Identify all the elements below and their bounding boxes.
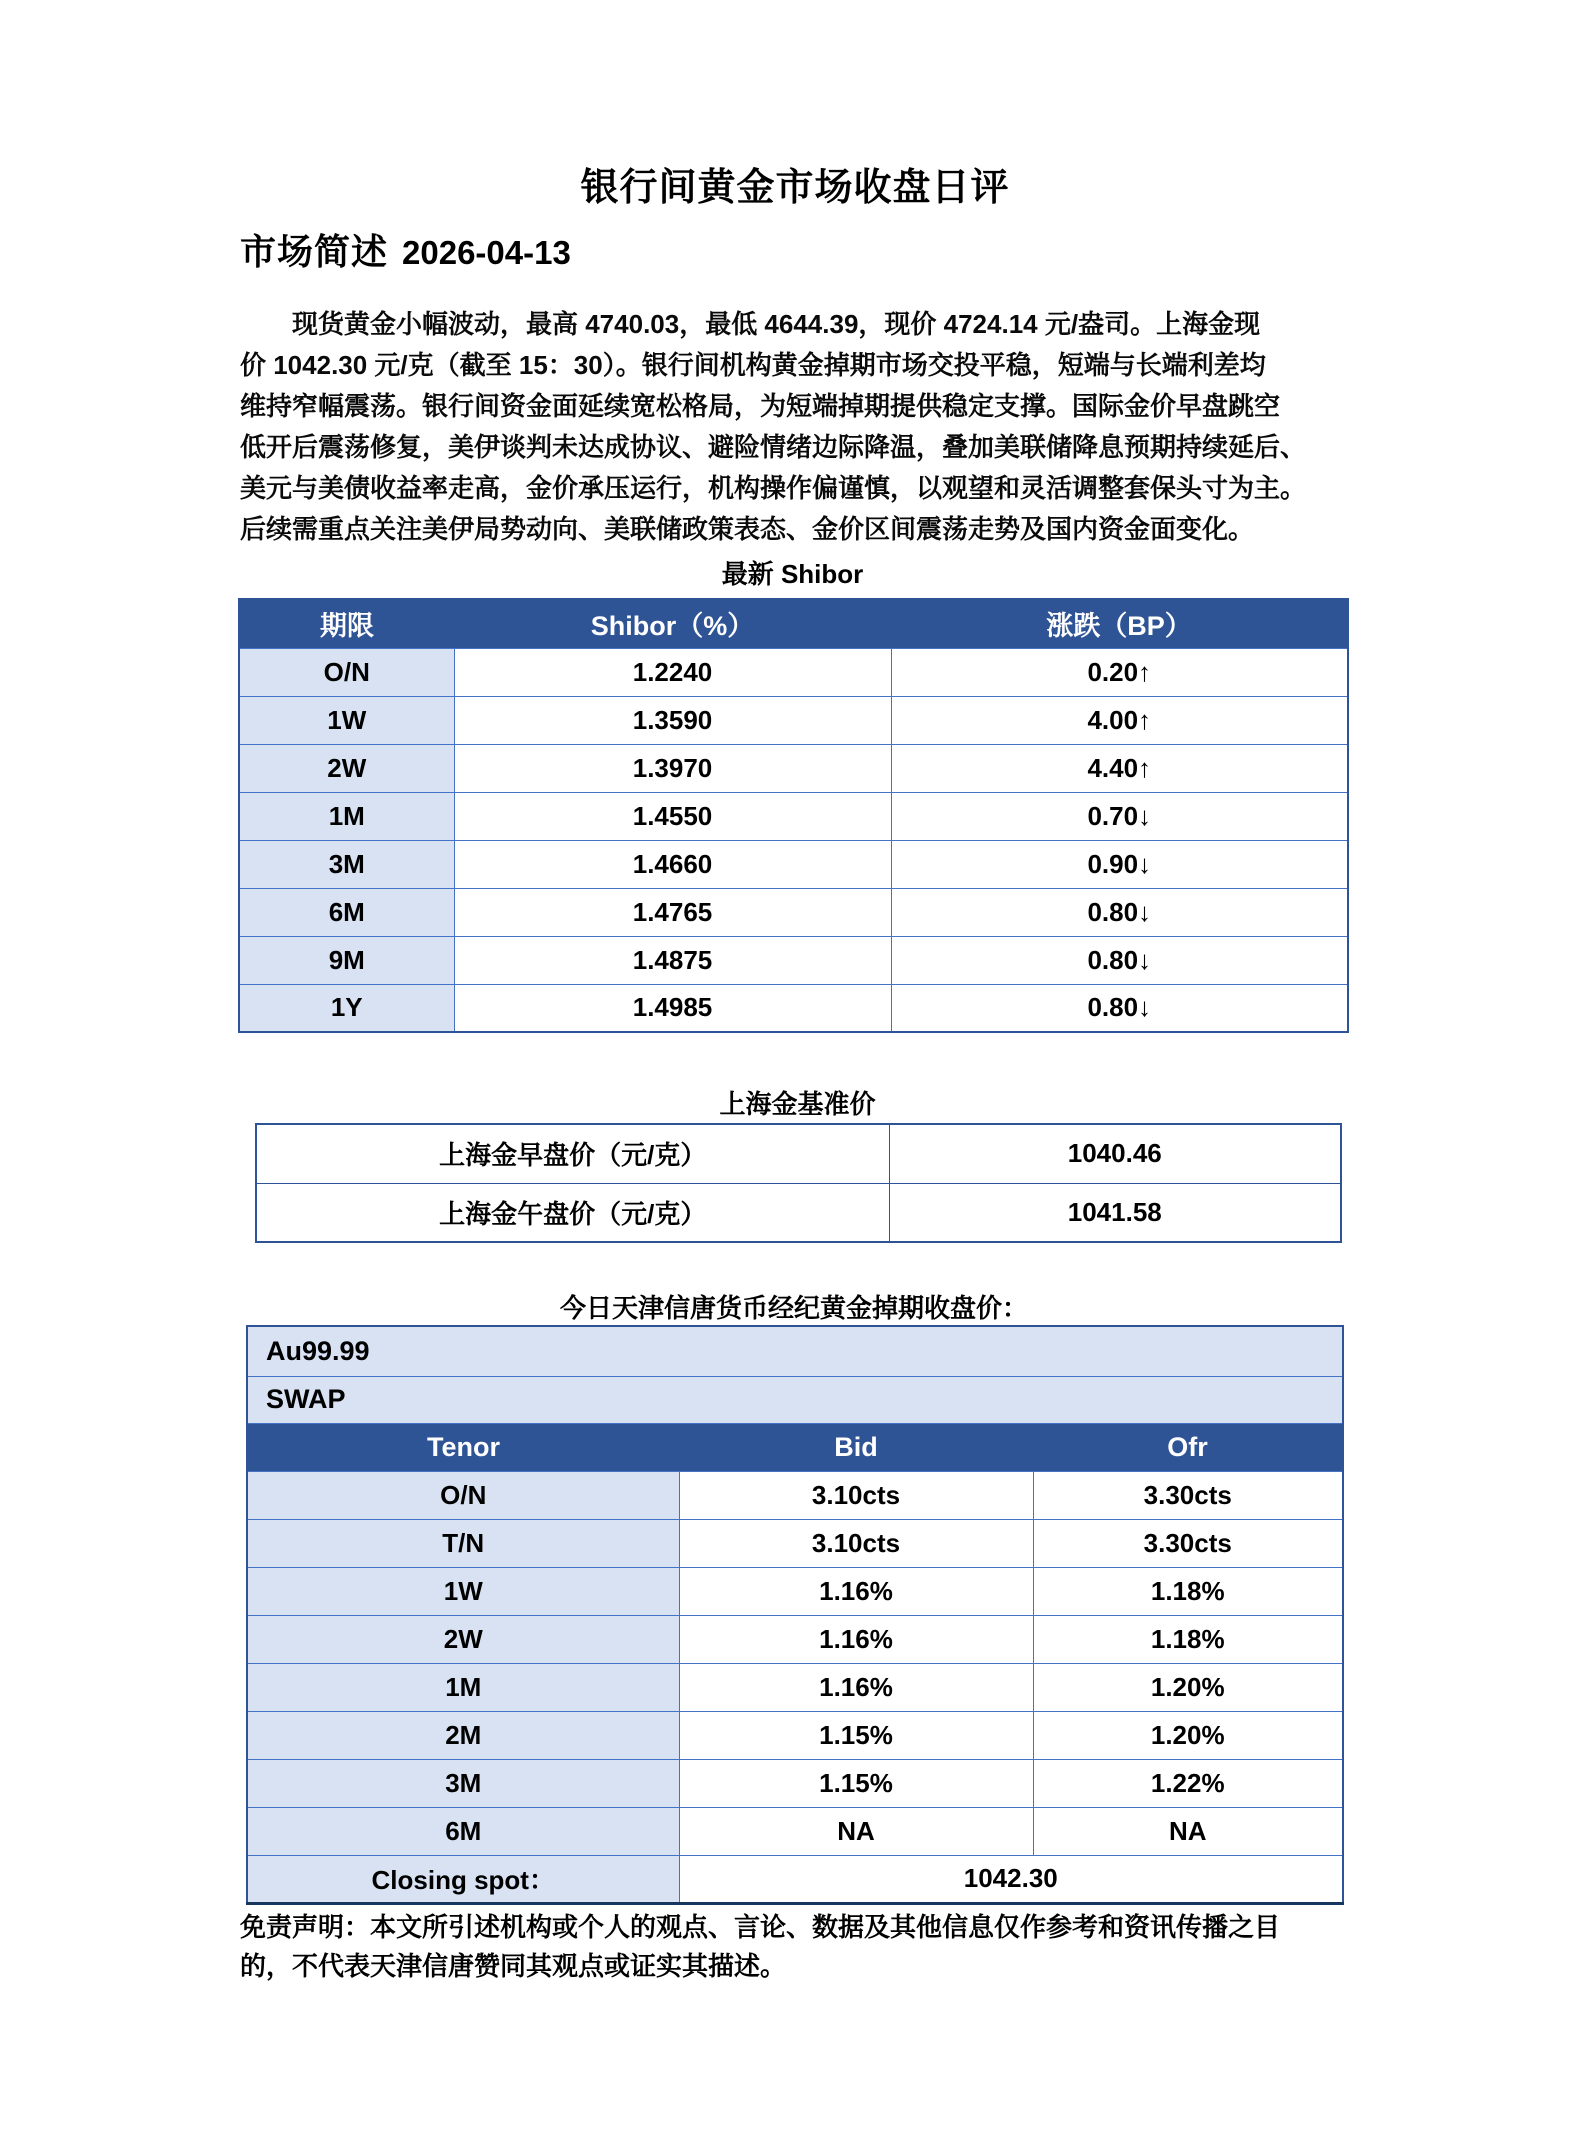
benchmark-value: 1041.58 [889,1183,1341,1242]
rate-cell: 1.4875 [454,936,891,984]
table-row [247,1663,1343,1711]
group-label: Au99.99 [247,1326,1343,1376]
rate-cell: 1.4985 [454,984,891,1032]
tenor-cell: O/N [239,648,454,696]
change-cell: 0.80↓ [891,936,1348,984]
summary-line: 美元与美债收益率走高，金价承压运行，机构操作偏谨慎，以观望和灵活调整套保头寸为主。 [240,473,1307,503]
shibor-header-row [239,599,1348,648]
table-row [239,936,1348,984]
change-cell: 4.00↑ [891,696,1348,744]
bid-cell: 1.16% [679,1663,1033,1711]
change-cell: 0.80↓ [891,984,1348,1032]
bid-cell: 1.15% [679,1759,1033,1807]
tenor-cell: T/N [247,1519,679,1567]
ofr-cell: 1.20% [1033,1711,1343,1759]
bid-cell: 1.16% [679,1567,1033,1615]
ofr-cell: 3.30cts [1033,1471,1343,1519]
table-row [239,888,1348,936]
bid-cell: 1.16% [679,1615,1033,1663]
table-row [256,1124,1341,1183]
change-cell: 0.90↓ [891,840,1348,888]
change-cell: 0.80↓ [891,888,1348,936]
column-header-ofr: Ofr [1033,1423,1343,1471]
page-title: 银行间黄金市场收盘日评 [580,167,1010,209]
closing-spot-value: 1042.30 [963,1863,1058,1893]
summary-line: 后续需重点关注美伊局势动向、美联储政策表态、金价区间震荡走势及国内资金面变化。 [240,514,1255,544]
group-row-au9999 [247,1326,1343,1376]
rate-cell: 1.4660 [454,840,891,888]
column-header-change: 涨跌（BP） [891,599,1348,648]
bid-cell: 1.15% [679,1711,1033,1759]
table-row [247,1471,1343,1519]
table-row [239,696,1348,744]
benchmark-value: 1040.46 [889,1124,1341,1183]
tenor-cell: 3M [239,840,454,888]
disclaimer [240,1908,1352,1986]
tenor-cell: 6M [247,1807,679,1855]
summary-line: 低开后震荡修复，美伊谈判未达成协议、避险情绪边际降温，叠加美联储降息预期持续延后、 [240,432,1307,462]
shibor-table-caption: 最新 Shibor [721,559,864,589]
rate-cell: 1.4550 [454,792,891,840]
change-cell: 0.70↓ [891,792,1348,840]
change-cell: 4.40↑ [891,744,1348,792]
tenor-cell: 1W [239,696,454,744]
tenor-cell: 6M [239,888,454,936]
disclaimer-line: 的，不代表天津信唐赞同其观点或证实其描述。 [240,1951,787,1981]
summary-line: 现货黄金小幅波动，最高 4740.03，最低 4644.39，现价 4724.14 元/盎司。上海金现 [292,309,1261,339]
ofr-cell: 1.18% [1033,1615,1343,1663]
ofr-cell: 1.22% [1033,1759,1343,1807]
swap-header-row [247,1423,1343,1471]
benchmark-table [255,1123,1342,1243]
table-row [239,792,1348,840]
table-row [239,744,1348,792]
tenor-cell: 9M [239,936,454,984]
table-row [247,1759,1343,1807]
ofr-cell: 1.18% [1033,1567,1343,1615]
tenor-cell: 1Y [239,984,454,1032]
benchmark-table-caption: 上海金基准价 [719,1089,876,1119]
tenor-cell: 3M [247,1759,679,1807]
market-summary [240,304,1352,550]
table-row [239,648,1348,696]
closing-spot-cell [679,1855,1343,1903]
tenor-cell: 2W [239,744,454,792]
column-header-tenor: Tenor [247,1423,679,1471]
tenor-cell: 2M [247,1711,679,1759]
disclaimer-line: 免责声明：本文所引述机构或个人的观点、言论、数据及其他信息仅作参考和资讯传播之目 [240,1912,1281,1942]
rate-cell: 1.4765 [454,888,891,936]
swap-table [246,1325,1344,1905]
tenor-cell: 1M [247,1663,679,1711]
bid-cell: NA [679,1807,1033,1855]
bid-cell: 3.10cts [679,1471,1033,1519]
column-header-rate: Shibor（%） [454,599,891,648]
closing-spot-label: Closing spot： [247,1855,679,1903]
column-header-bid: Bid [679,1423,1033,1471]
tenor-cell: 1M [239,792,454,840]
group-row-swap [247,1376,1343,1423]
benchmark-label: 上海金早盘价（元/克） [256,1124,889,1183]
table-row [247,1519,1343,1567]
ofr-cell: 3.30cts [1033,1519,1343,1567]
ofr-cell: 1.20% [1033,1663,1343,1711]
summary-line: 价 1042.30 元/克（截至 15：30）。银行间机构黄金掉期市场交投平稳，短端与长端利差均 [240,350,1266,380]
ofr-cell: NA [1033,1807,1343,1855]
table-row [247,1615,1343,1663]
section-title: 市场简述 [240,231,389,272]
closing-spot-row [247,1855,1343,1903]
rate-cell: 1.3590 [454,696,891,744]
table-row [239,840,1348,888]
rate-cell: 1.2240 [454,648,891,696]
table-row [256,1183,1341,1242]
bid-cell: 3.10cts [679,1519,1033,1567]
table-row [247,1711,1343,1759]
shibor-table [238,598,1349,1033]
summary-line: 维持窄幅震荡。银行间资金面延续宽松格局，为短端掉期提供稳定支撑。国际金价早盘跳空 [240,391,1281,421]
group-label: SWAP [247,1376,1343,1423]
column-header-tenor: 期限 [239,599,454,648]
tenor-cell: O/N [247,1471,679,1519]
tenor-cell: 1W [247,1567,679,1615]
report-date: 2026-04-13 [402,234,571,271]
table-row [247,1807,1343,1855]
table-row [247,1567,1343,1615]
swap-table-caption: 今日天津信唐货币经纪黄金掉期收盘价： [559,1293,1028,1323]
table-row [239,984,1348,1032]
change-cell: 0.20↑ [891,648,1348,696]
rate-cell: 1.3970 [454,744,891,792]
tenor-cell: 2W [247,1615,679,1663]
section-heading [240,224,571,275]
benchmark-label: 上海金午盘价（元/克） [256,1183,889,1242]
